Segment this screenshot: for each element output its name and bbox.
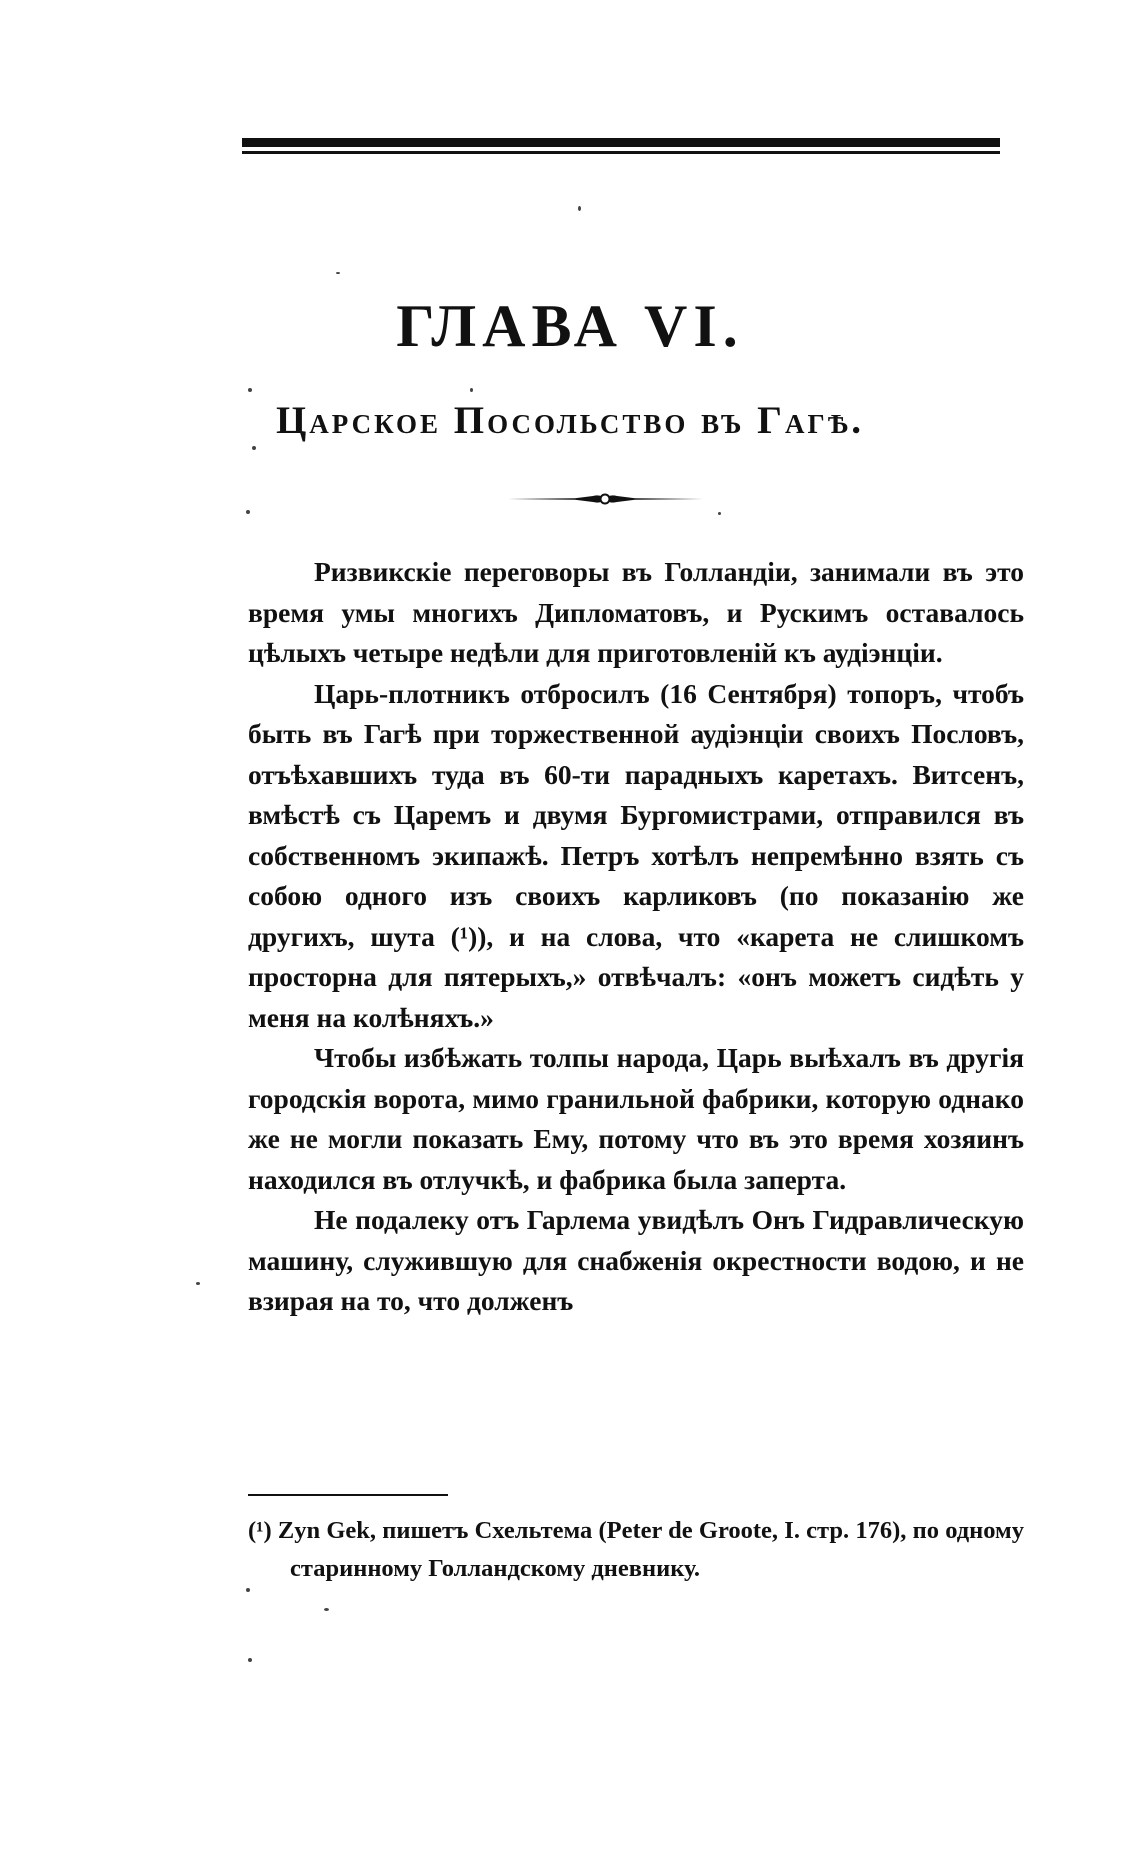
- scan-speck: [248, 1658, 252, 1662]
- header-rule-thick: [242, 138, 1000, 147]
- chapter-subtitle: Царское Посольство въ Гагѣ.: [275, 399, 865, 442]
- scan-speck: [324, 1608, 329, 1611]
- body-text: [248, 552, 1024, 1322]
- paragraph-3: Чтобы избѣжать толпы народа, Царь выѣхалъ въ другія городскія ворота, мимо гранильной фабрики, которую однако же не могли показать Ему, потому что въ это время хозяинъ находился въ отлучкѣ, и фабрика была заперта.: [248, 1042, 1024, 1195]
- footnote-rule: [248, 1494, 448, 1496]
- scan-speck: [470, 388, 473, 392]
- paragraph-2: Царь-плотникъ отбросилъ (16 Сентября) топоръ, чтобъ быть въ Гагѣ при торжественной аудіэнціи своихъ Пословъ, отъѣхавшихъ туда въ 60-ти парадныхъ каретахъ. Витсенъ, вмѣстѣ съ Царемъ и двумя Бургомистрами, отправился въ собственномъ экипажѣ. Петръ хотѣлъ непремѣнно взять съ собою одного изъ своихъ карликовъ (по показанію же другихъ, шута (¹)), и на слова, что «карета не слишкомъ просторна для пятерыхъ,» отвѣчалъ: «онъ можетъ сидѣть у меня на колѣняхъ.»: [248, 677, 1024, 1033]
- scan-speck: [336, 272, 340, 274]
- scan-speck: [246, 510, 250, 514]
- chapter-title: ГЛАВА VI.: [396, 293, 744, 359]
- ornament-divider-icon: [505, 488, 705, 510]
- paragraph-1: Ризвикскіе переговоры въ Голландіи, занимали въ это время умы многихъ Дипломатовъ, и Рускимъ оставалось цѣлыхъ четыре недѣли для приготовленій къ аудіэнціи.: [248, 556, 1024, 668]
- scan-speck: [246, 1588, 250, 1592]
- scan-speck: [578, 206, 581, 211]
- header-double-rule: [242, 138, 1000, 156]
- footnote: [248, 1512, 1024, 1588]
- scan-speck: [248, 388, 252, 392]
- scan-speck: [196, 1282, 200, 1285]
- footnote-text: (¹) Zyn Gek, пишетъ Схельтема (Peter de Groote, I. стр. 176), по одному старинному Голландскому дневнику.: [248, 1517, 1024, 1582]
- scan-speck: [718, 512, 721, 515]
- header-rule-thin: [242, 151, 1000, 154]
- scan-speck: [252, 446, 256, 450]
- paragraph-4: Не подалеку отъ Гарлема увидѣлъ Онъ Гидравлическую машину, служившую для снабженія окрестности водою, и не взирая на то, что долженъ: [248, 1204, 1024, 1316]
